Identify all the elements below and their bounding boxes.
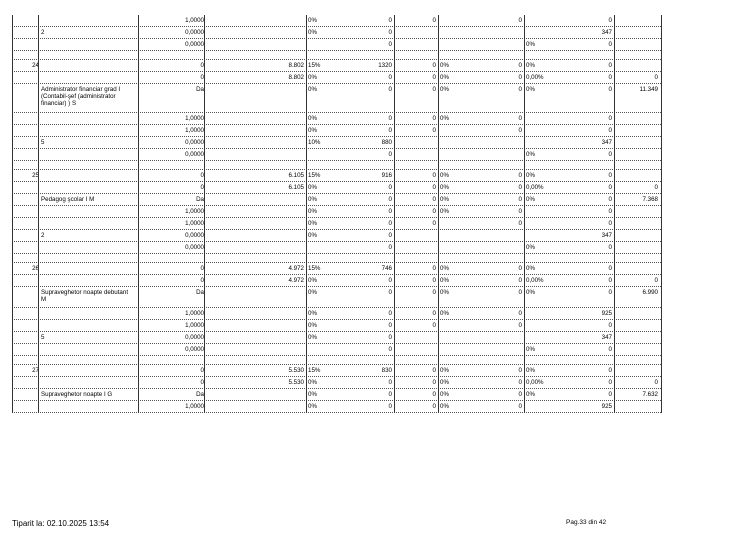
table-row <box>12 308 661 320</box>
cell-c: 5 <box>41 139 45 146</box>
cell-l: 925 <box>601 310 612 317</box>
cell-j: 0 <box>518 379 522 386</box>
cell-g: 0 <box>388 220 392 227</box>
cell-f: 0% <box>308 391 317 398</box>
cell-l: 0 <box>608 265 612 272</box>
cell-f: 15% <box>308 62 321 69</box>
cell-d: Da <box>196 86 204 93</box>
table-row <box>12 377 661 389</box>
cell-l: 0 <box>608 127 612 134</box>
cell-c: 2 <box>41 232 45 239</box>
cell-c: 2 <box>41 29 45 36</box>
cell-d: 1,0000 <box>185 403 204 410</box>
cell-c: Supraveghetor noapte I G <box>41 391 113 398</box>
table-row <box>12 230 661 242</box>
cell-k: 0% <box>526 265 535 272</box>
cell-j: 0 <box>518 115 522 122</box>
column-divider <box>661 15 662 413</box>
cell-h: 0 <box>432 391 436 398</box>
column-divider <box>38 15 39 413</box>
cell-m: 7.632 <box>642 391 658 398</box>
cell-k: 0% <box>526 289 535 296</box>
cell-h: 0 <box>432 127 436 134</box>
cell-f: 0% <box>308 403 317 410</box>
table-spacer-row <box>12 161 661 170</box>
cell-k: 0,00% <box>526 184 544 191</box>
cell-g: 746 <box>381 265 392 272</box>
cell-h: 0 <box>432 379 436 386</box>
cell-g: 0 <box>388 196 392 203</box>
cell-g: 0 <box>388 17 392 24</box>
cell-i: 0% <box>440 172 449 179</box>
column-divider <box>138 15 139 413</box>
cell-l: 0 <box>608 379 612 386</box>
cell-b: 26 <box>32 265 39 272</box>
cell-g: 0 <box>388 86 392 93</box>
cell-j: 0 <box>518 196 522 203</box>
cell-g: 0 <box>388 232 392 239</box>
column-divider <box>394 15 395 413</box>
cell-g: 0 <box>388 127 392 134</box>
cell-f: 0% <box>308 17 317 24</box>
cell-g: 0 <box>388 74 392 81</box>
cell-l: 925 <box>601 403 612 410</box>
cell-i: 0% <box>440 115 449 122</box>
cell-d: 0 <box>200 184 204 191</box>
cell-j: 0 <box>518 74 522 81</box>
cell-l: 0 <box>608 151 612 158</box>
cell-l: 0 <box>608 244 612 251</box>
cell-g: 0 <box>388 29 392 36</box>
cell-l: 0 <box>608 17 612 24</box>
cell-b: 25 <box>32 172 39 179</box>
cell-d: 0 <box>200 379 204 386</box>
table-spacer-row <box>12 356 661 365</box>
cell-g: 0 <box>388 289 392 296</box>
cell-h: 0 <box>432 289 436 296</box>
cell-h: 0 <box>432 220 436 227</box>
table-row <box>12 389 661 401</box>
table-row <box>12 275 661 287</box>
cell-i: 0% <box>440 391 449 398</box>
cell-i: 0% <box>440 379 449 386</box>
cell-i: 0% <box>440 403 449 410</box>
cell-d: Da <box>196 289 204 296</box>
print-timestamp: Tiparit la: 02.10.2025 13:54 <box>12 519 110 528</box>
cell-l: 0 <box>608 86 612 93</box>
cell-e: 8.802 <box>288 62 304 69</box>
cell-m: 7.368 <box>642 196 658 203</box>
cell-l: 0 <box>608 322 612 329</box>
cell-k: 0% <box>526 86 535 93</box>
cell-i: 0% <box>440 265 449 272</box>
cell-h: 0 <box>432 196 436 203</box>
cell-g: 0 <box>388 244 392 251</box>
cell-j: 0 <box>518 322 522 329</box>
cell-k: 0% <box>526 196 535 203</box>
cell-m: 6.990 <box>642 289 658 296</box>
table-row <box>12 170 661 182</box>
table-row <box>12 39 661 51</box>
cell-k: 0,00% <box>526 379 544 386</box>
table-row <box>12 137 661 149</box>
cell-j: 0 <box>518 289 522 296</box>
cell-f: 0% <box>308 277 317 284</box>
cell-l: 0 <box>608 346 612 353</box>
table-row <box>12 320 661 332</box>
cell-i: 0% <box>440 196 449 203</box>
cell-j: 0 <box>518 403 522 410</box>
cell-h: 0 <box>432 277 436 284</box>
table-row <box>12 84 661 113</box>
cell-f: 0% <box>308 127 317 134</box>
cell-j: 0 <box>518 208 522 215</box>
cell-k: 0% <box>526 367 535 374</box>
cell-h: 0 <box>432 367 436 374</box>
cell-f: 0% <box>308 86 317 93</box>
table-row <box>12 194 661 206</box>
cell-i: 0% <box>440 208 449 215</box>
table-row <box>12 149 661 161</box>
cell-j: 0 <box>518 220 522 227</box>
cell-m: 0 <box>654 277 658 284</box>
cell-d: 1,0000 <box>185 322 204 329</box>
cell-l: 0 <box>608 115 612 122</box>
cell-e: 4.972 <box>288 265 304 272</box>
cell-g: 0 <box>388 391 392 398</box>
cell-f: 15% <box>308 367 321 374</box>
cell-d: 1,0000 <box>185 208 204 215</box>
cell-e: 6.105 <box>288 172 304 179</box>
cell-g: 0 <box>388 403 392 410</box>
page-number: Pag.33 din 42 <box>566 519 607 526</box>
cell-b: 27 <box>32 367 39 374</box>
cell-h: 0 <box>432 322 436 329</box>
cell-f: 0% <box>308 115 317 122</box>
cell-k: 0% <box>526 244 535 251</box>
cell-l: 0 <box>608 367 612 374</box>
cell-i: 0% <box>440 289 449 296</box>
cell-e: 6.105 <box>288 184 304 191</box>
cell-j: 0 <box>518 391 522 398</box>
cell-l: 347 <box>601 139 612 146</box>
table-row <box>12 113 661 125</box>
cell-j: 0 <box>518 62 522 69</box>
cell-f: 0% <box>308 310 317 317</box>
cell-h: 0 <box>432 74 436 81</box>
cell-h: 0 <box>432 310 436 317</box>
cell-d: 1,0000 <box>185 220 204 227</box>
cell-d: 0 <box>200 277 204 284</box>
cell-l: 0 <box>608 391 612 398</box>
cell-e: 4.972 <box>288 277 304 284</box>
table-row <box>12 60 661 72</box>
cell-d: 0 <box>200 62 204 69</box>
cell-k: 0,00% <box>526 74 544 81</box>
cell-m: 0 <box>654 379 658 386</box>
table-row <box>12 15 661 27</box>
column-divider <box>12 15 13 413</box>
cell-d: 0 <box>200 265 204 272</box>
cell-g: 0 <box>388 115 392 122</box>
cell-g: 0 <box>388 322 392 329</box>
cell-h: 0 <box>432 115 436 122</box>
cell-l: 0 <box>608 289 612 296</box>
cell-l: 0 <box>608 62 612 69</box>
table-row <box>12 218 661 230</box>
cell-i: 0% <box>440 74 449 81</box>
cell-d: 0 <box>200 74 204 81</box>
cell-d: 0 <box>200 367 204 374</box>
cell-d: 0,0000 <box>185 232 204 239</box>
cell-h: 0 <box>432 86 436 93</box>
cell-i: 0% <box>440 86 449 93</box>
cell-i: 0% <box>440 184 449 191</box>
cell-d: 0,0000 <box>185 151 204 158</box>
cell-h: 0 <box>432 17 436 24</box>
cell-m: 0 <box>654 74 658 81</box>
cell-k: 0,00% <box>526 277 544 284</box>
cell-f: 10% <box>308 139 321 146</box>
cell-g: 0 <box>388 41 392 48</box>
cell-l: 347 <box>601 232 612 239</box>
column-divider <box>204 15 205 413</box>
cell-k: 0% <box>526 41 535 48</box>
cell-g: 880 <box>381 139 392 146</box>
cell-i: 0% <box>440 310 449 317</box>
cell-h: 0 <box>432 265 436 272</box>
cell-i: 0% <box>440 367 449 374</box>
cell-f: 0% <box>308 232 317 239</box>
cell-f: 15% <box>308 172 321 179</box>
cell-j: 0 <box>518 310 522 317</box>
table-row <box>12 344 661 356</box>
cell-g: 0 <box>388 184 392 191</box>
cell-c: 5 <box>41 334 45 341</box>
cell-g: 916 <box>381 172 392 179</box>
cell-h: 0 <box>432 172 436 179</box>
cell-g: 1320 <box>378 62 392 69</box>
cell-f: 0% <box>308 379 317 386</box>
cell-m: 0 <box>654 184 658 191</box>
table-row <box>12 263 661 275</box>
cell-g: 0 <box>388 277 392 284</box>
cell-g: 830 <box>381 367 392 374</box>
cell-d: 1,0000 <box>185 127 204 134</box>
cell-g: 0 <box>388 346 392 353</box>
cell-g: 0 <box>388 208 392 215</box>
cell-f: 0% <box>308 220 317 227</box>
table-row <box>12 72 661 84</box>
cell-l: 0 <box>608 208 612 215</box>
cell-g: 0 <box>388 310 392 317</box>
cell-g: 0 <box>388 151 392 158</box>
cell-l: 347 <box>601 29 612 36</box>
cell-l: 0 <box>608 184 612 191</box>
cell-l: 0 <box>608 277 612 284</box>
cell-d: 0 <box>200 172 204 179</box>
cell-j: 0 <box>518 277 522 284</box>
cell-i: 0% <box>440 277 449 284</box>
cell-f: 0% <box>308 334 317 341</box>
table-row <box>12 27 661 39</box>
cell-j: 0 <box>518 367 522 374</box>
cell-k: 0% <box>526 62 535 69</box>
cell-d: 0,0000 <box>185 29 204 36</box>
cell-j: 0 <box>518 265 522 272</box>
table-row <box>12 182 661 194</box>
cell-e: 5.530 <box>288 367 304 374</box>
cell-c: Administrator financiar grad I (Contabil-şef (administrator financiar) ) S <box>41 86 121 107</box>
cell-d: Da <box>196 196 204 203</box>
cell-d: Da <box>196 391 204 398</box>
table-row <box>12 401 661 413</box>
cell-c: Pedagog şcolar I M <box>41 196 95 203</box>
cell-l: 0 <box>608 172 612 179</box>
cell-l: 0 <box>608 220 612 227</box>
cell-f: 0% <box>308 184 317 191</box>
cell-j: 0 <box>518 184 522 191</box>
cell-m: 11.349 <box>639 86 658 93</box>
cell-g: 0 <box>388 379 392 386</box>
cell-l: 0 <box>608 41 612 48</box>
table-row <box>12 287 661 308</box>
cell-f: 0% <box>308 289 317 296</box>
cell-f: 0% <box>308 74 317 81</box>
table-row <box>12 125 661 137</box>
cell-j: 0 <box>518 127 522 134</box>
table-row <box>12 242 661 254</box>
cell-f: 0% <box>308 322 317 329</box>
table-row <box>12 206 661 218</box>
cell-k: 0% <box>526 151 535 158</box>
cell-d: 1,0000 <box>185 115 204 122</box>
cell-g: 0 <box>388 334 392 341</box>
cell-h: 0 <box>432 62 436 69</box>
cell-f: 0% <box>308 208 317 215</box>
cell-k: 0% <box>526 172 535 179</box>
column-divider <box>614 15 615 413</box>
cell-l: 347 <box>601 334 612 341</box>
cell-k: 0% <box>526 391 535 398</box>
column-divider <box>524 15 525 413</box>
cell-i: 0% <box>440 62 449 69</box>
cell-h: 0 <box>432 208 436 215</box>
cell-d: 1,0000 <box>185 17 204 24</box>
cell-d: 0,0000 <box>185 346 204 353</box>
cell-d: 0,0000 <box>185 244 204 251</box>
cell-c: Supraveghetor noapte debutant M <box>41 289 129 303</box>
cell-e: 8.802 <box>288 74 304 81</box>
table-spacer-row <box>12 51 661 60</box>
cell-h: 0 <box>432 403 436 410</box>
cell-j: 0 <box>518 86 522 93</box>
cell-f: 0% <box>308 29 317 36</box>
table-row <box>12 332 661 344</box>
cell-d: 0,0000 <box>185 41 204 48</box>
cell-l: 0 <box>608 74 612 81</box>
cell-f: 15% <box>308 265 321 272</box>
table-spacer-row <box>12 254 661 263</box>
table-row <box>12 365 661 377</box>
cell-d: 0,0000 <box>185 334 204 341</box>
cell-f: 0% <box>308 196 317 203</box>
cell-j: 0 <box>518 172 522 179</box>
column-divider <box>306 15 307 413</box>
column-divider <box>438 15 439 413</box>
cell-j: 0 <box>518 17 522 24</box>
cell-l: 0 <box>608 196 612 203</box>
cell-d: 0,0000 <box>185 139 204 146</box>
cell-d: 1,0000 <box>185 310 204 317</box>
cell-h: 0 <box>432 184 436 191</box>
cell-e: 5.530 <box>288 379 304 386</box>
cell-k: 0% <box>526 346 535 353</box>
cell-b: 24 <box>32 62 39 69</box>
